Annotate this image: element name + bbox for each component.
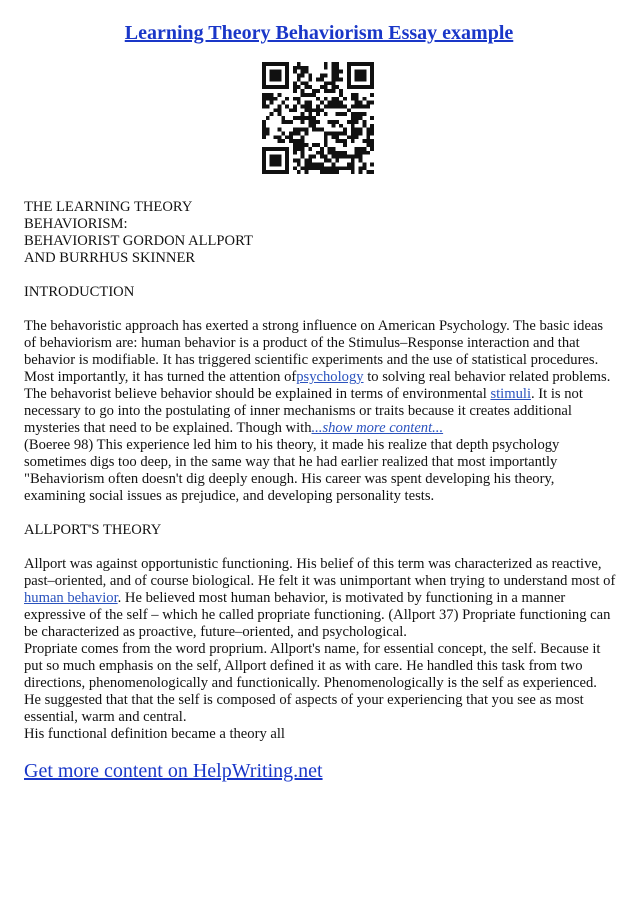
paragraph-line: human behavior. He believed most human behavior, is motivated by functioning in a manner	[24, 590, 566, 606]
paragraph-line: (Boeree 98) This experience led him to his theory, it made his realize that depth psychology	[24, 437, 560, 453]
essay-body	[24, 199, 616, 743]
paragraph-line: He suggested that that the self is composed of aspects of your experiencing that you see as most	[24, 692, 584, 708]
paragraph-line: The behavoristic approach has exerted a strong influence on American Psychology. The basic ideas	[24, 318, 604, 334]
paragraph-line: necessary to go into the postulating of inner mechanisms or traits because it creates additional	[24, 403, 572, 419]
human-behavior-link[interactable]: human behavior	[24, 590, 118, 606]
section-heading-allport: ALLPORT'S THEORY	[24, 522, 162, 538]
paragraph-line: Allport was against opportunistic functioning. His belief of this term was characterized as reactive,	[24, 556, 602, 572]
essay-heading-line: THE LEARNING THEORY	[24, 199, 193, 215]
paragraph-line: be characterized as proactive, future–oriented, and psychological.	[24, 624, 407, 640]
paragraph-line: sometimes digs too deep, in the same way that he had earlier realized that most importantly	[24, 454, 558, 470]
page-title[interactable]: Learning Theory Behaviorism Essay example	[124, 22, 514, 44]
stimuli-link[interactable]: stimuli	[490, 386, 531, 402]
section-heading-introduction: INTRODUCTION	[24, 284, 135, 300]
paragraph-line: The behavorist believe behavior should be explained in terms of environmental stimuli. It is not	[24, 386, 583, 402]
paragraph-line: mysteries that need to be explained. Though with...show more content...	[24, 420, 444, 436]
paragraph-line: Most importantly, it has turned the attention ofpsychology to solving real behavior related problems.	[24, 369, 611, 385]
paragraph-line: examining social issues as prejudice, and developing personality tests.	[24, 488, 435, 504]
essay-heading-line: BEHAVIORIST GORDON ALLPORT	[24, 233, 253, 249]
psychology-link[interactable]: psychology	[296, 369, 364, 385]
paragraph-line: past–oriented, and of course biological. He felt it was unimportant when trying to understand most of	[24, 573, 616, 589]
qr-code	[262, 62, 374, 174]
essay-heading-line: AND BURRHUS SKINNER	[24, 250, 196, 266]
paragraph-line: "Behaviorism often doesn't dig deeply enough. His career was spent developing his theory,	[24, 471, 555, 487]
essay-heading-line: BEHAVIORISM:	[24, 216, 128, 232]
paragraph-line: behavior is modifiable. It has triggered scientific experiments and the use of statistical procedures.	[24, 352, 599, 368]
show-more-link[interactable]: ...show more content...	[311, 420, 444, 436]
paragraph-line: His functional definition became a theory all	[24, 726, 285, 742]
paragraph-line: Propriate comes from the word proprium. Allport's name, for essential concept, the self. Because it	[24, 641, 601, 657]
paragraph-line: directions, phenomenologically and functionically. Phenomenologically is the self as experienced.	[24, 675, 597, 691]
paragraph-line: of behaviorism are: human behavior is a product of the Stimulus–Response interaction and that	[24, 335, 580, 351]
paragraph-line: essential, warm and central.	[24, 709, 187, 725]
paragraph-line: put so much emphasis on the self, Allport defined it as with care. He handled this task from two	[24, 658, 583, 674]
get-more-content-link[interactable]: Get more content on HelpWriting.net	[24, 760, 323, 782]
paragraph-line: expressive of the self – which he called propriate functioning. (Allport 37) Propriate functioning can	[24, 607, 611, 623]
